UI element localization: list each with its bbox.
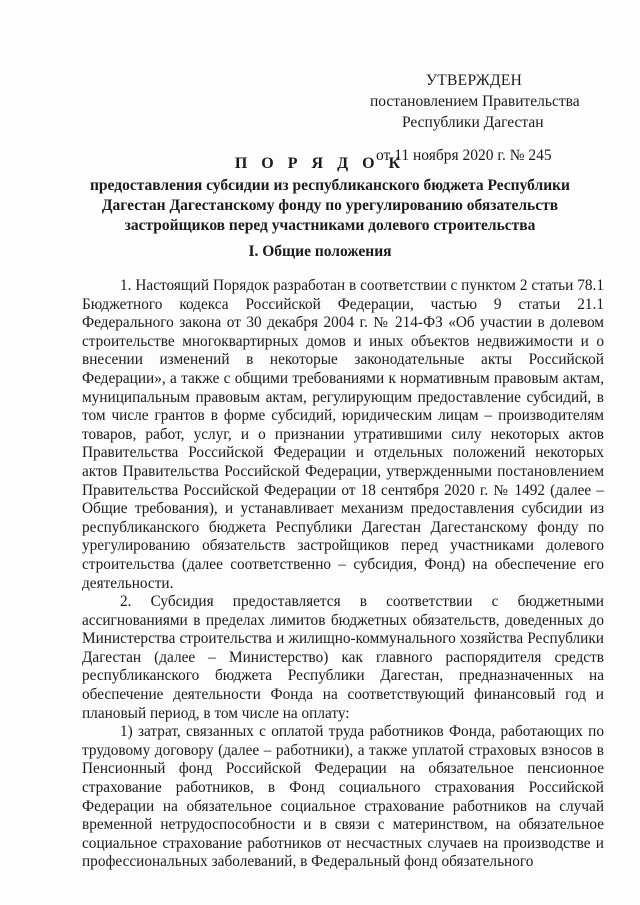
section-title: I. Общие положения: [248, 243, 392, 260]
document-title: П О Р Я Д О К: [234, 155, 406, 172]
paragraph-2: 2. Субсидия предоставляется в соответствии с бюджетными ассигнованиями в пределах лимитов бюджетных обязательств, доведенных до Министерства строительства и жилищно-коммунального хозяйства Республики Дагестан (далее – Министерство) как главного распорядителя средств республиканского бюджета Республики Дагестан, предназначенных на обеспечение деятельности Фонда на соответствующий финансовый год и плановый период, в том числе на оплату:: [82, 593, 604, 722]
document-subtitle: предоставления субсидии из республиканского бюджета Республики Дагестан Дагестанскому фонду по урегулированию обязательств застройщиков перед участниками долевого строительства: [90, 177, 570, 234]
approval-line-decree: постановлением Правительства: [370, 93, 580, 110]
approval-stamp: [370, 70, 610, 166]
approval-line-date: от 11 ноября 2020 г. № 245: [376, 147, 552, 164]
document-body: [82, 277, 604, 872]
paragraph-3: 1) затрат, связанных с оплатой труда работников Фонда, работающих по трудовому договору (далее – работники), а также уплатой страховых взносов в Пенсионный фонд Российской Федерации на обязательное пенсионное страхование работников, в Фонд социального страхования Российской Федерации на обязательное социальное страхование работников на случай временной нетрудоспособности и в связи с материнством, на обязательное социальное страхование работников от несчастных случаев на производстве и профессиональных заболеваний, в Федеральный фонд обязательного: [82, 723, 604, 871]
approval-line-government: Республики Дагестан: [402, 114, 544, 131]
approval-title: УТВЕРЖДЕН: [426, 72, 523, 89]
paragraph-1: 1. Настоящий Порядок разработан в соответствии с пунктом 2 статьи 78.1 Бюджетного кодекса Российской Федерации, частью 9 статьи 21.1 Федерального закона от 30 декабря 2004 г. № 214-ФЗ «Об участии в долевом строительстве многоквартирных домов и иных объектов недвижимости и о внесении изменений в некоторые законодательные акты Российской Федерации», а также с общими требованиями к нормативным правовым актам, муниципальным правовым актам, регулирующим предоставление субсидий, в том числе грантов в форме субсидий, юридическим лицам – производителям товаров, работ, услуг, и о признании утратившими силу некоторых актов Правительства Российской Федерации и отдельных положений некоторых актов Правительства Российской Федерации, утвержденными постановлением Правительства Российской Федерации от 18 сентября 2020 г. № 1492 (далее – Общие требования), и устанавливает механизм предоставления субсидии из республиканского бюджета Республики Дагестан Дагестанскому фонду по урегулированию обязательств застройщиков перед участниками долевого строительства (далее соответственно – субсидия, Фонд) на обеспечение его деятельности.: [82, 277, 604, 592]
